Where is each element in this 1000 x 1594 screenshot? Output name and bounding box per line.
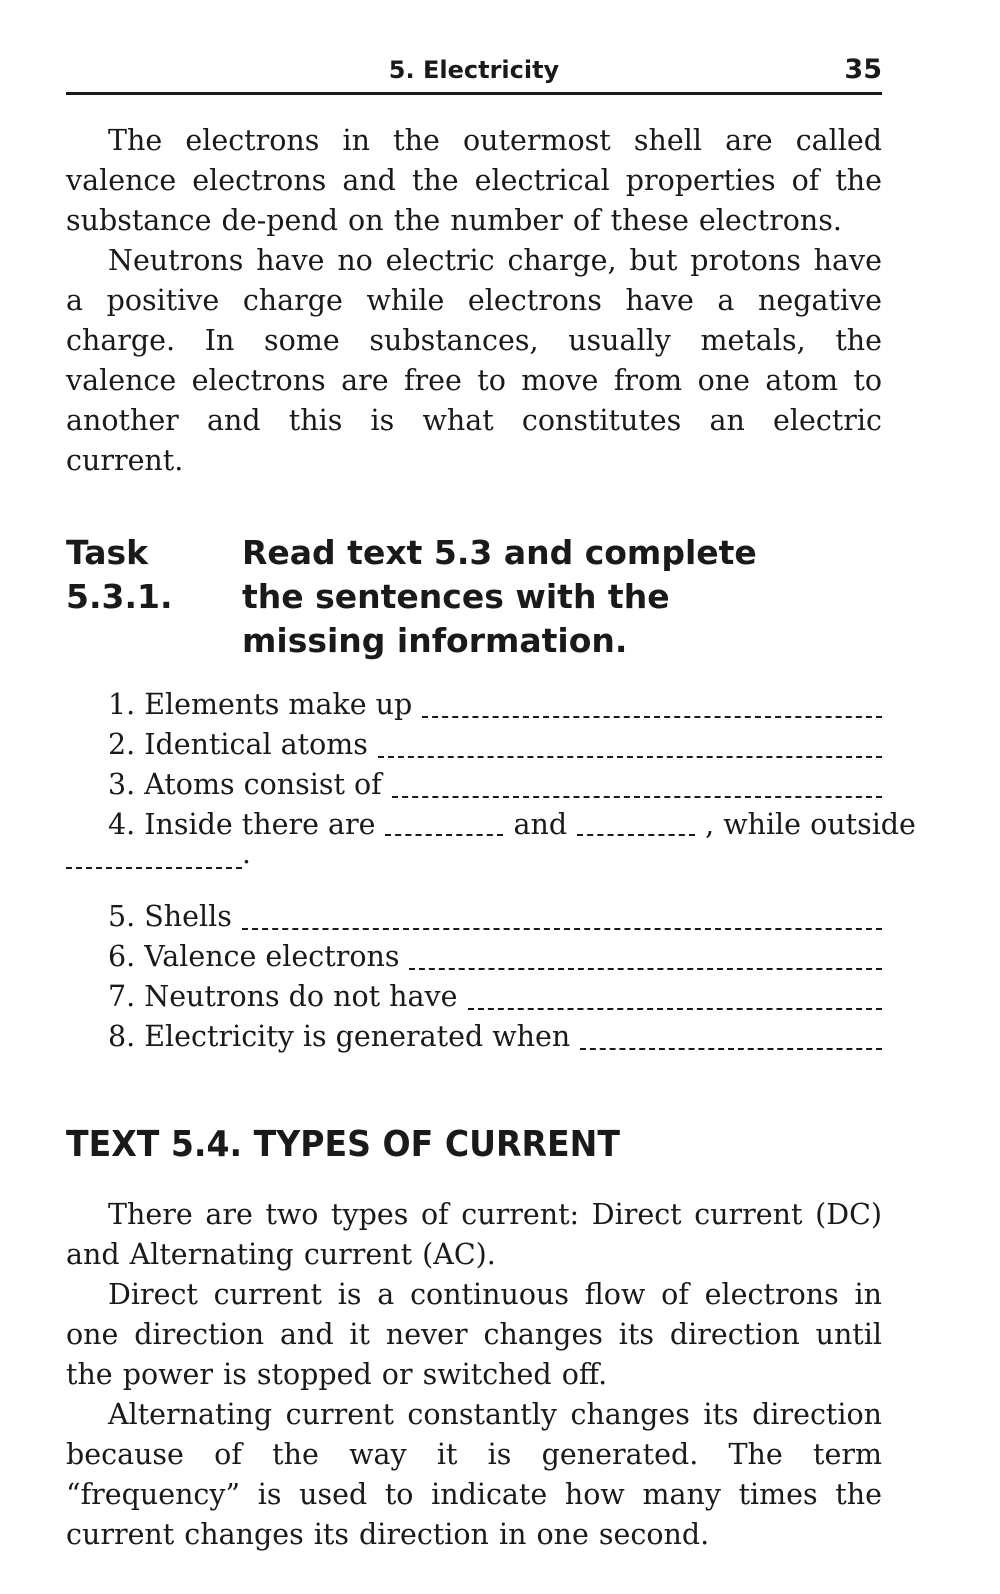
answer-blank [577, 834, 695, 836]
answer-blank [242, 928, 882, 930]
answer-blank [409, 968, 882, 970]
intro-text [66, 121, 882, 481]
answer-blank [385, 834, 503, 836]
item-text: 2. Identical atoms [108, 728, 368, 761]
task-number: Task 5.3.1. [66, 533, 173, 616]
task-instruction: Read text 5.3 and complete the sentences with the missing information. [242, 533, 757, 660]
section-text [66, 1195, 882, 1555]
exercise-item-continuation [66, 837, 882, 897]
period-mark: . [242, 837, 251, 870]
exercise-item [66, 897, 882, 937]
paragraph: The electrons in the outermost shell are called valence electrons and the electrical properties of the substance de-pend on the number of these electrons. [66, 124, 882, 237]
running-head [66, 48, 882, 95]
item-text: 5. Shells [108, 900, 232, 933]
exercise-item [66, 805, 916, 845]
section-title: TEXT 5.4. TYPES OF CURRENT [66, 1124, 620, 1165]
chapter-title: 5. Electricity [388, 56, 560, 84]
book-page [66, 48, 916, 1555]
page-number: 35 [844, 54, 882, 85]
item-text: 7. Neutrons do not have [108, 980, 458, 1013]
paragraph: Direct current is a continuous flow of electrons in one direction and it never changes its direction until the power is stopped or switched off. [66, 1278, 882, 1391]
item-text-part: , while outside [705, 808, 916, 841]
answer-blank [378, 756, 882, 758]
exercise-item [66, 685, 882, 725]
answer-blank [580, 1048, 882, 1050]
paragraph: Alternating current constantly changes its direction because of the way it is generated. The term “frequency” is used to indicate how many times the current changes its direction in one second. [66, 1398, 882, 1551]
task-heading [66, 531, 882, 663]
exercise-item [66, 977, 882, 1017]
item-text-part: 4. Inside there are [108, 808, 376, 841]
exercise-list [66, 685, 916, 1057]
item-text: 8. Electricity is generated when [108, 1020, 571, 1053]
answer-blank [468, 1008, 883, 1010]
paragraph: Neutrons have no electric charge, but protons have a positive charge while electrons have a negative charge. In some substances, usually metals, the valence electrons are free to move from one atom to another and this is what constitutes an electric current. [66, 244, 882, 477]
answer-blank [392, 796, 882, 798]
answer-blank [66, 867, 242, 869]
item-text: 1. Elements make up [108, 688, 413, 721]
exercise-item [66, 765, 882, 805]
paragraph: There are two types of current: Direct current (DC) and Alternating current (AC). [66, 1198, 882, 1271]
item-text: 3. Atoms consist of [108, 768, 382, 801]
exercise-item [66, 1017, 882, 1057]
item-text [108, 805, 916, 845]
exercise-item [66, 725, 882, 765]
item-text: 6. Valence electrons [108, 940, 400, 973]
item-text-part: and [513, 808, 568, 841]
exercise-item [66, 937, 882, 977]
answer-blank [422, 716, 882, 718]
